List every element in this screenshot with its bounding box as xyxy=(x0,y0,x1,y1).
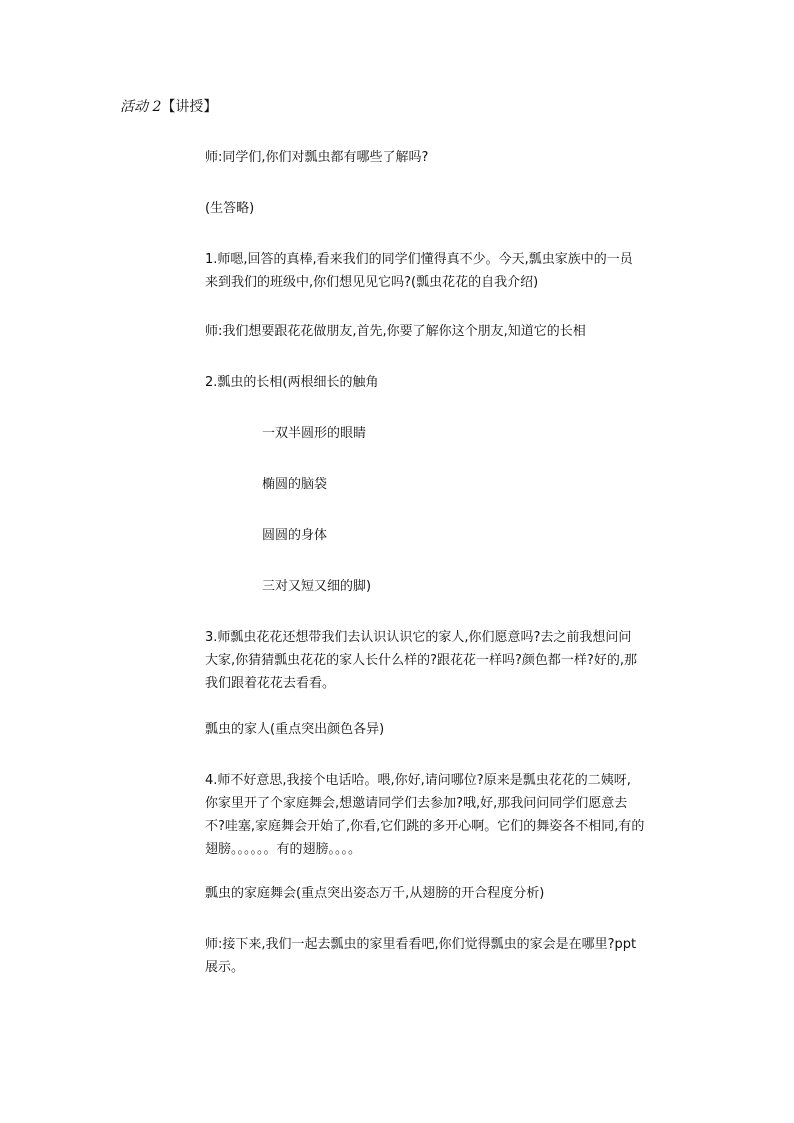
text-line: 师:我们想要跟花花做朋友,首先,你要了解你这个朋友,知道它的长相 xyxy=(205,324,586,339)
paragraph-step-4 xyxy=(205,769,685,861)
text-line: 瓢虫的家人(重点突出颜色各异) xyxy=(205,722,385,737)
text-line: 师:接下来,我们一起去瓢虫的家里看看吧,你们觉得瓢虫的家会是在哪里?ppt xyxy=(205,937,637,952)
text-line: 来到我们的班级中,你们想见见它吗?(瓢虫花花的自我介绍) xyxy=(205,275,539,290)
heading-bracket: 【讲授】 xyxy=(161,99,218,115)
paragraph-step-2 xyxy=(205,371,685,394)
text-line: 3.师瓢虫花花还想带我们去认识认识它的家人,你们愿意吗?去之前我想问问 xyxy=(205,630,632,645)
paragraph-student-answer xyxy=(205,197,685,220)
text-line: 展示。 xyxy=(205,960,245,975)
paragraph-friend xyxy=(205,320,685,343)
text-line: 瓢虫的家庭舞会(重点突出姿态万千,从翅膀的开合程度分析) xyxy=(205,886,545,901)
paragraph-legs xyxy=(262,575,742,598)
paragraph-step-1 xyxy=(205,248,685,294)
paragraph-step-3 xyxy=(205,626,685,695)
text-line: 你家里开了个家庭舞会,想邀请同学们去参加?哦,好,那我问问同学们愿意去 xyxy=(205,796,628,811)
text-line: 圆圆的身体 xyxy=(262,528,328,543)
text-line: 三对又短又细的脚) xyxy=(262,579,372,594)
text-line: 一双半圆形的眼睛 xyxy=(262,426,367,441)
text-line: 大家,你猜猜瓢虫花花的家人长什么样的?跟花花一样吗?颜色都一样?好的,那 xyxy=(205,653,637,668)
paragraph-eyes xyxy=(262,422,742,445)
paragraph-body xyxy=(262,524,742,547)
paragraph-question xyxy=(205,146,685,169)
text-line: 2.瓢虫的长相(两根细长的触角 xyxy=(205,375,379,390)
paragraph-home xyxy=(205,933,685,979)
paragraph-head xyxy=(262,473,742,496)
paragraph-dance xyxy=(205,882,685,905)
text-line: 师:同学们,你们对瓢虫都有哪些了解吗? xyxy=(205,150,429,165)
text-line: 4.师不好意思,我接个电话哈。喂,你好,请问哪位?原来是瓢虫花花的二姨呀, xyxy=(205,773,631,788)
text-line: (生答略) xyxy=(205,201,255,216)
text-line: 不?哇塞,家庭舞会开始了,你看,它们跳的多开心啊。它们的舞姿各不相同,有的 xyxy=(205,819,645,834)
text-line: 椭圆的脑袋 xyxy=(262,477,328,492)
heading-label: 活动 2 xyxy=(120,99,162,115)
text-line: 翅膀。。。。。。有的翅膀。。。。 xyxy=(205,842,362,857)
text-line: 1.师嗯,回答的真棒,看来我们的同学们懂得真不少。今天,瓢虫家族中的一员 xyxy=(205,252,633,267)
section-heading xyxy=(120,97,217,117)
text-line: 我们跟着花花去看看。 xyxy=(205,676,336,691)
paragraph-family xyxy=(205,718,685,741)
